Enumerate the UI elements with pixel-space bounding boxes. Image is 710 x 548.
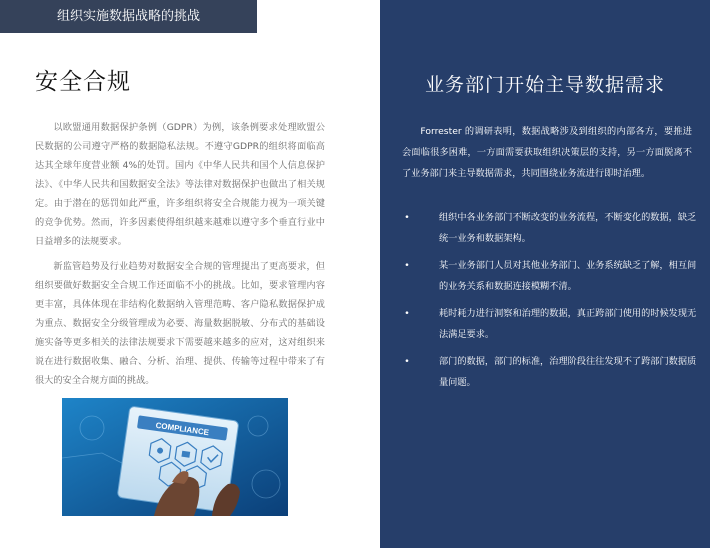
compliance-label: COMPLIANCE [155,420,210,438]
list-item [402,207,698,249]
list-item [402,255,698,297]
bullet-text: 某一业务部门人员对其他业务部门、业务系统缺乏了解，相互间的业务关系和数据连接模糊不清。 [439,260,697,292]
bullet-list [402,207,698,399]
right-panel [380,0,710,548]
bullet-icon: • [404,308,410,319]
section-header-tab: 组织实施数据战略的挑战 [0,0,257,33]
bullet-icon: • [404,356,410,367]
bullet-text: 组织中各业务部门不断改变的业务流程，不断变化的数据，缺乏统一业务和数据架构。 [439,212,697,244]
list-item [402,303,698,345]
left-body [35,118,325,396]
bullet-text: 部门的数据，部门的标准，治理阶段往往发现不了跨部门数据质量问题。 [439,356,697,388]
right-title: 业务部门开始主导数据需求 [424,74,665,96]
paragraph-gdpr: 以欧盟通用数据保护条例（GDPR）为例，该条例要求处理欧盟公民数据的公司遵守严格的数据隐私法规。不遵守GDPR的组织将面临高达其全球年度营业额 4%的处罚。国内《中华人民共和国个人信息保护法》、《中华人民共和国数据安全法》等法律对数据保护也做出了相关规定。由于潜在的惩罚如此严重，许多组织将安全合规能力视为一项关键的竞争优势。然而，许多因素使得组织越来越难以遵守多个垂直行业中日益增多的法规要求。 [35,122,325,247]
bullet-icon: • [404,260,410,271]
right-intro: Forrester 的调研表明，数据战略涉及到组织的内部各方，要推进会面临很多困难，一方面需要获取组织决策层的支持，另一方面脱离不了业务部门来主导数据需求，共同围绕业务流进行即时治理。 [402,126,692,179]
compliance-image [62,398,288,516]
compliance-illustration [62,398,288,516]
bullet-text: 耗时耗力进行洞察和治理的数据，真正跨部门使用的时候发现无法满足要求。 [439,308,697,340]
paragraph-regulation-trends: 新监管趋势及行业趋势对数据安全合规的管理提出了更高要求，但组织要做好数据安全合规工作还面临不小的挑战。比如，要求管理内容更丰富，具体体现在非结构化数据纳入管理范畴、客户隐私数据保护成为重点、数据安全分级管理成为必要、海量数据脱敏、分布式的基础设施实备等更多相关的法律法规要求下需要越来越多的应对，这对组织来说在进行数据收集、融合、分析、治理、提供、传输等过程中带来了有很大的安全合规方面的挑战。 [35,261,325,386]
list-item [402,351,698,393]
bullet-icon: • [404,212,410,223]
left-title: 安全合规 [35,69,131,95]
